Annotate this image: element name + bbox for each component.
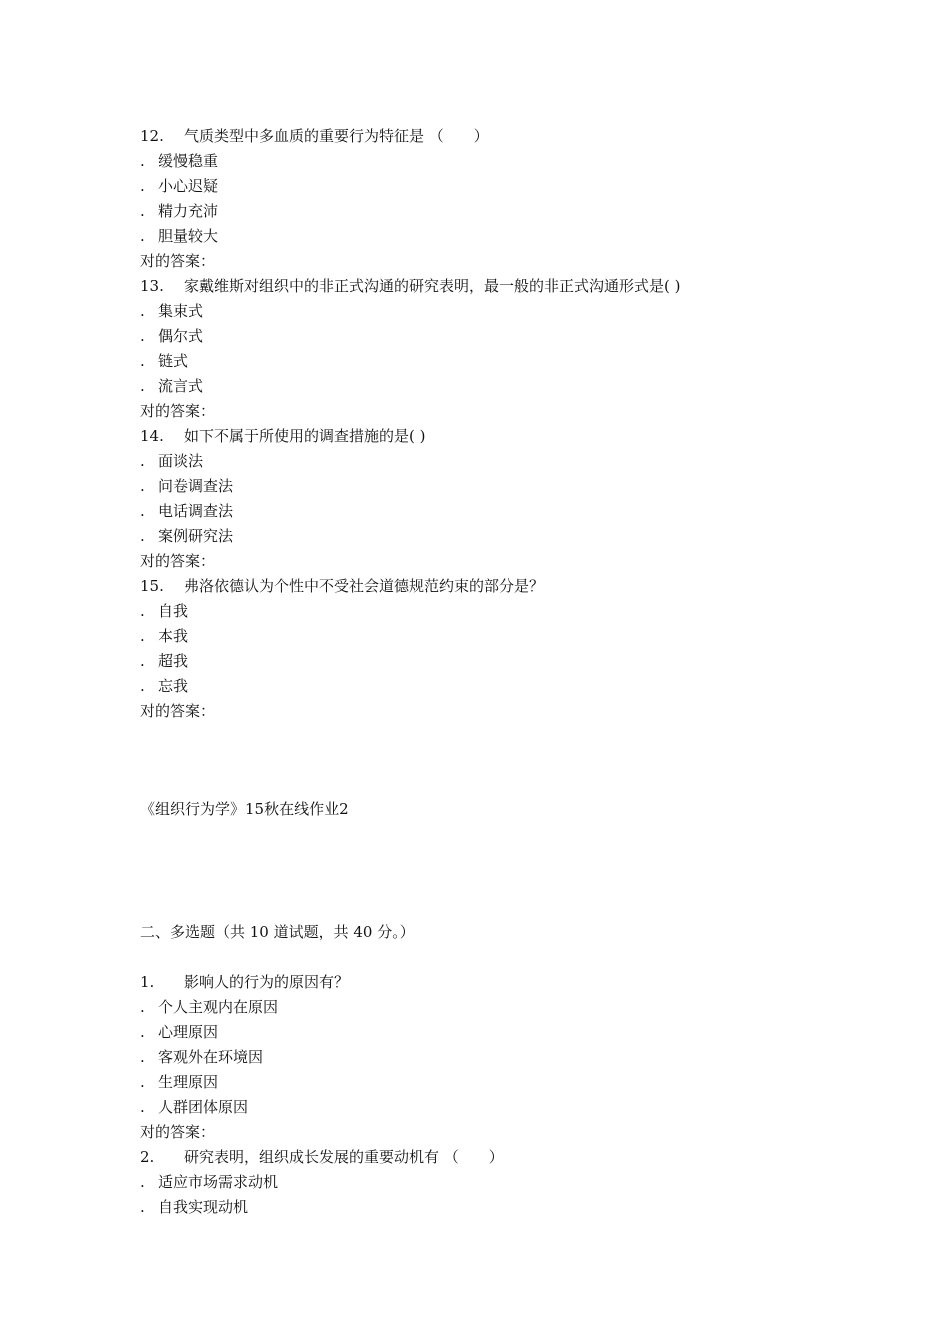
question-2 xyxy=(140,1145,504,1220)
option-marker: . xyxy=(140,1023,145,1041)
answer-label: 对的答案： xyxy=(140,552,216,570)
option-marker: . xyxy=(140,352,145,370)
question-13 xyxy=(140,274,680,424)
option-text: 忘我 xyxy=(158,677,189,695)
option-marker: . xyxy=(140,1073,145,1091)
option-text: 心理原因 xyxy=(158,1023,219,1041)
option-marker: . xyxy=(140,602,145,620)
option-text: 流言式 xyxy=(158,377,204,395)
option-text: 生理原因 xyxy=(158,1073,219,1091)
option-marker: . xyxy=(140,998,145,1016)
question-12 xyxy=(140,124,680,274)
section-heading: 二、多选题（共 10 道试题，共 40 分。） xyxy=(140,923,415,941)
option-marker: . xyxy=(140,652,145,670)
option-text: 问卷调查法 xyxy=(158,477,234,495)
option-text: 超我 xyxy=(158,652,189,670)
section-single-choice xyxy=(140,124,680,724)
answer-label: 对的答案： xyxy=(140,402,216,420)
option-line xyxy=(140,499,680,524)
question-line xyxy=(140,1145,504,1170)
option-text: 电话调查法 xyxy=(158,502,234,520)
question-text: 研究表明，组织成长发展的重要动机有 （ ） xyxy=(184,1148,504,1166)
option-marker: . xyxy=(140,627,145,645)
question-line xyxy=(140,424,680,449)
option-line xyxy=(140,624,680,649)
option-text: 面谈法 xyxy=(158,452,204,470)
option-marker: . xyxy=(140,152,145,170)
option-line xyxy=(140,474,680,499)
answer-label: 对的答案： xyxy=(140,1123,216,1141)
option-text: 精力充沛 xyxy=(158,202,219,220)
option-line xyxy=(140,224,680,249)
option-line xyxy=(140,1095,504,1120)
question-number: 15. xyxy=(140,577,164,595)
question-1 xyxy=(140,970,504,1145)
option-line xyxy=(140,524,680,549)
option-text: 胆量较大 xyxy=(158,227,219,245)
option-text: 人群团体原因 xyxy=(158,1098,249,1116)
option-marker: . xyxy=(140,177,145,195)
option-text: 适应市场需求动机 xyxy=(158,1173,279,1191)
option-marker: . xyxy=(140,302,145,320)
document-title: 《组织行为学》15秋在线作业2 xyxy=(140,800,349,818)
question-text: 家戴维斯对组织中的非正式沟通的研究表明，最一般的非正式沟通形式是( ) xyxy=(184,277,681,295)
option-line xyxy=(140,1045,504,1070)
option-line xyxy=(140,995,504,1020)
option-marker: . xyxy=(140,327,145,345)
option-line xyxy=(140,1195,504,1220)
answer-label: 对的答案： xyxy=(140,252,216,270)
question-14 xyxy=(140,424,680,574)
option-marker: . xyxy=(140,677,145,695)
question-number: 12. xyxy=(140,127,164,145)
section-multiple-choice xyxy=(140,970,504,1220)
option-line xyxy=(140,149,680,174)
question-text: 影响人的行为的原因有？ xyxy=(184,973,350,991)
option-marker: . xyxy=(140,452,145,470)
question-text: 如下不属于所使用的调查措施的是( ) xyxy=(184,427,426,445)
option-text: 集束式 xyxy=(158,302,204,320)
option-line xyxy=(140,324,680,349)
option-line xyxy=(140,174,680,199)
option-line xyxy=(140,374,680,399)
option-line xyxy=(140,349,680,374)
option-marker: . xyxy=(140,1198,145,1216)
answer-label: 对的答案： xyxy=(140,702,216,720)
option-text: 链式 xyxy=(158,352,189,370)
question-line xyxy=(140,970,504,995)
option-marker: . xyxy=(140,502,145,520)
option-marker: . xyxy=(140,527,145,545)
question-15 xyxy=(140,574,680,724)
question-number: 1. xyxy=(140,973,155,991)
option-marker: . xyxy=(140,477,145,495)
option-line xyxy=(140,1020,504,1045)
question-number: 13. xyxy=(140,277,164,295)
question-text: 气质类型中多血质的重要行为特征是 （ ） xyxy=(184,127,489,145)
option-line xyxy=(140,674,680,699)
question-line xyxy=(140,574,680,599)
option-text: 自我 xyxy=(158,602,189,620)
option-line xyxy=(140,599,680,624)
option-line xyxy=(140,649,680,674)
option-text: 偶尔式 xyxy=(158,327,204,345)
option-line xyxy=(140,299,680,324)
option-line xyxy=(140,449,680,474)
option-text: 缓慢稳重 xyxy=(158,152,219,170)
option-marker: . xyxy=(140,1173,145,1191)
option-text: 案例研究法 xyxy=(158,527,234,545)
option-text: 个人主观内在原因 xyxy=(158,998,279,1016)
option-marker: . xyxy=(140,1098,145,1116)
option-line xyxy=(140,1070,504,1095)
question-line xyxy=(140,274,680,299)
question-number: 14. xyxy=(140,427,164,445)
option-marker: . xyxy=(140,227,145,245)
option-text: 客观外在环境因 xyxy=(158,1048,264,1066)
option-marker: . xyxy=(140,202,145,220)
option-text: 小心迟疑 xyxy=(158,177,219,195)
option-line xyxy=(140,199,680,224)
question-number: 2. xyxy=(140,1148,155,1166)
option-marker: . xyxy=(140,377,145,395)
question-line xyxy=(140,124,680,149)
option-text: 自我实现动机 xyxy=(158,1198,249,1216)
option-line xyxy=(140,1170,504,1195)
question-text: 弗洛依德认为个性中不受社会道德规范约束的部分是？ xyxy=(184,577,545,595)
option-text: 本我 xyxy=(158,627,189,645)
option-marker: . xyxy=(140,1048,145,1066)
